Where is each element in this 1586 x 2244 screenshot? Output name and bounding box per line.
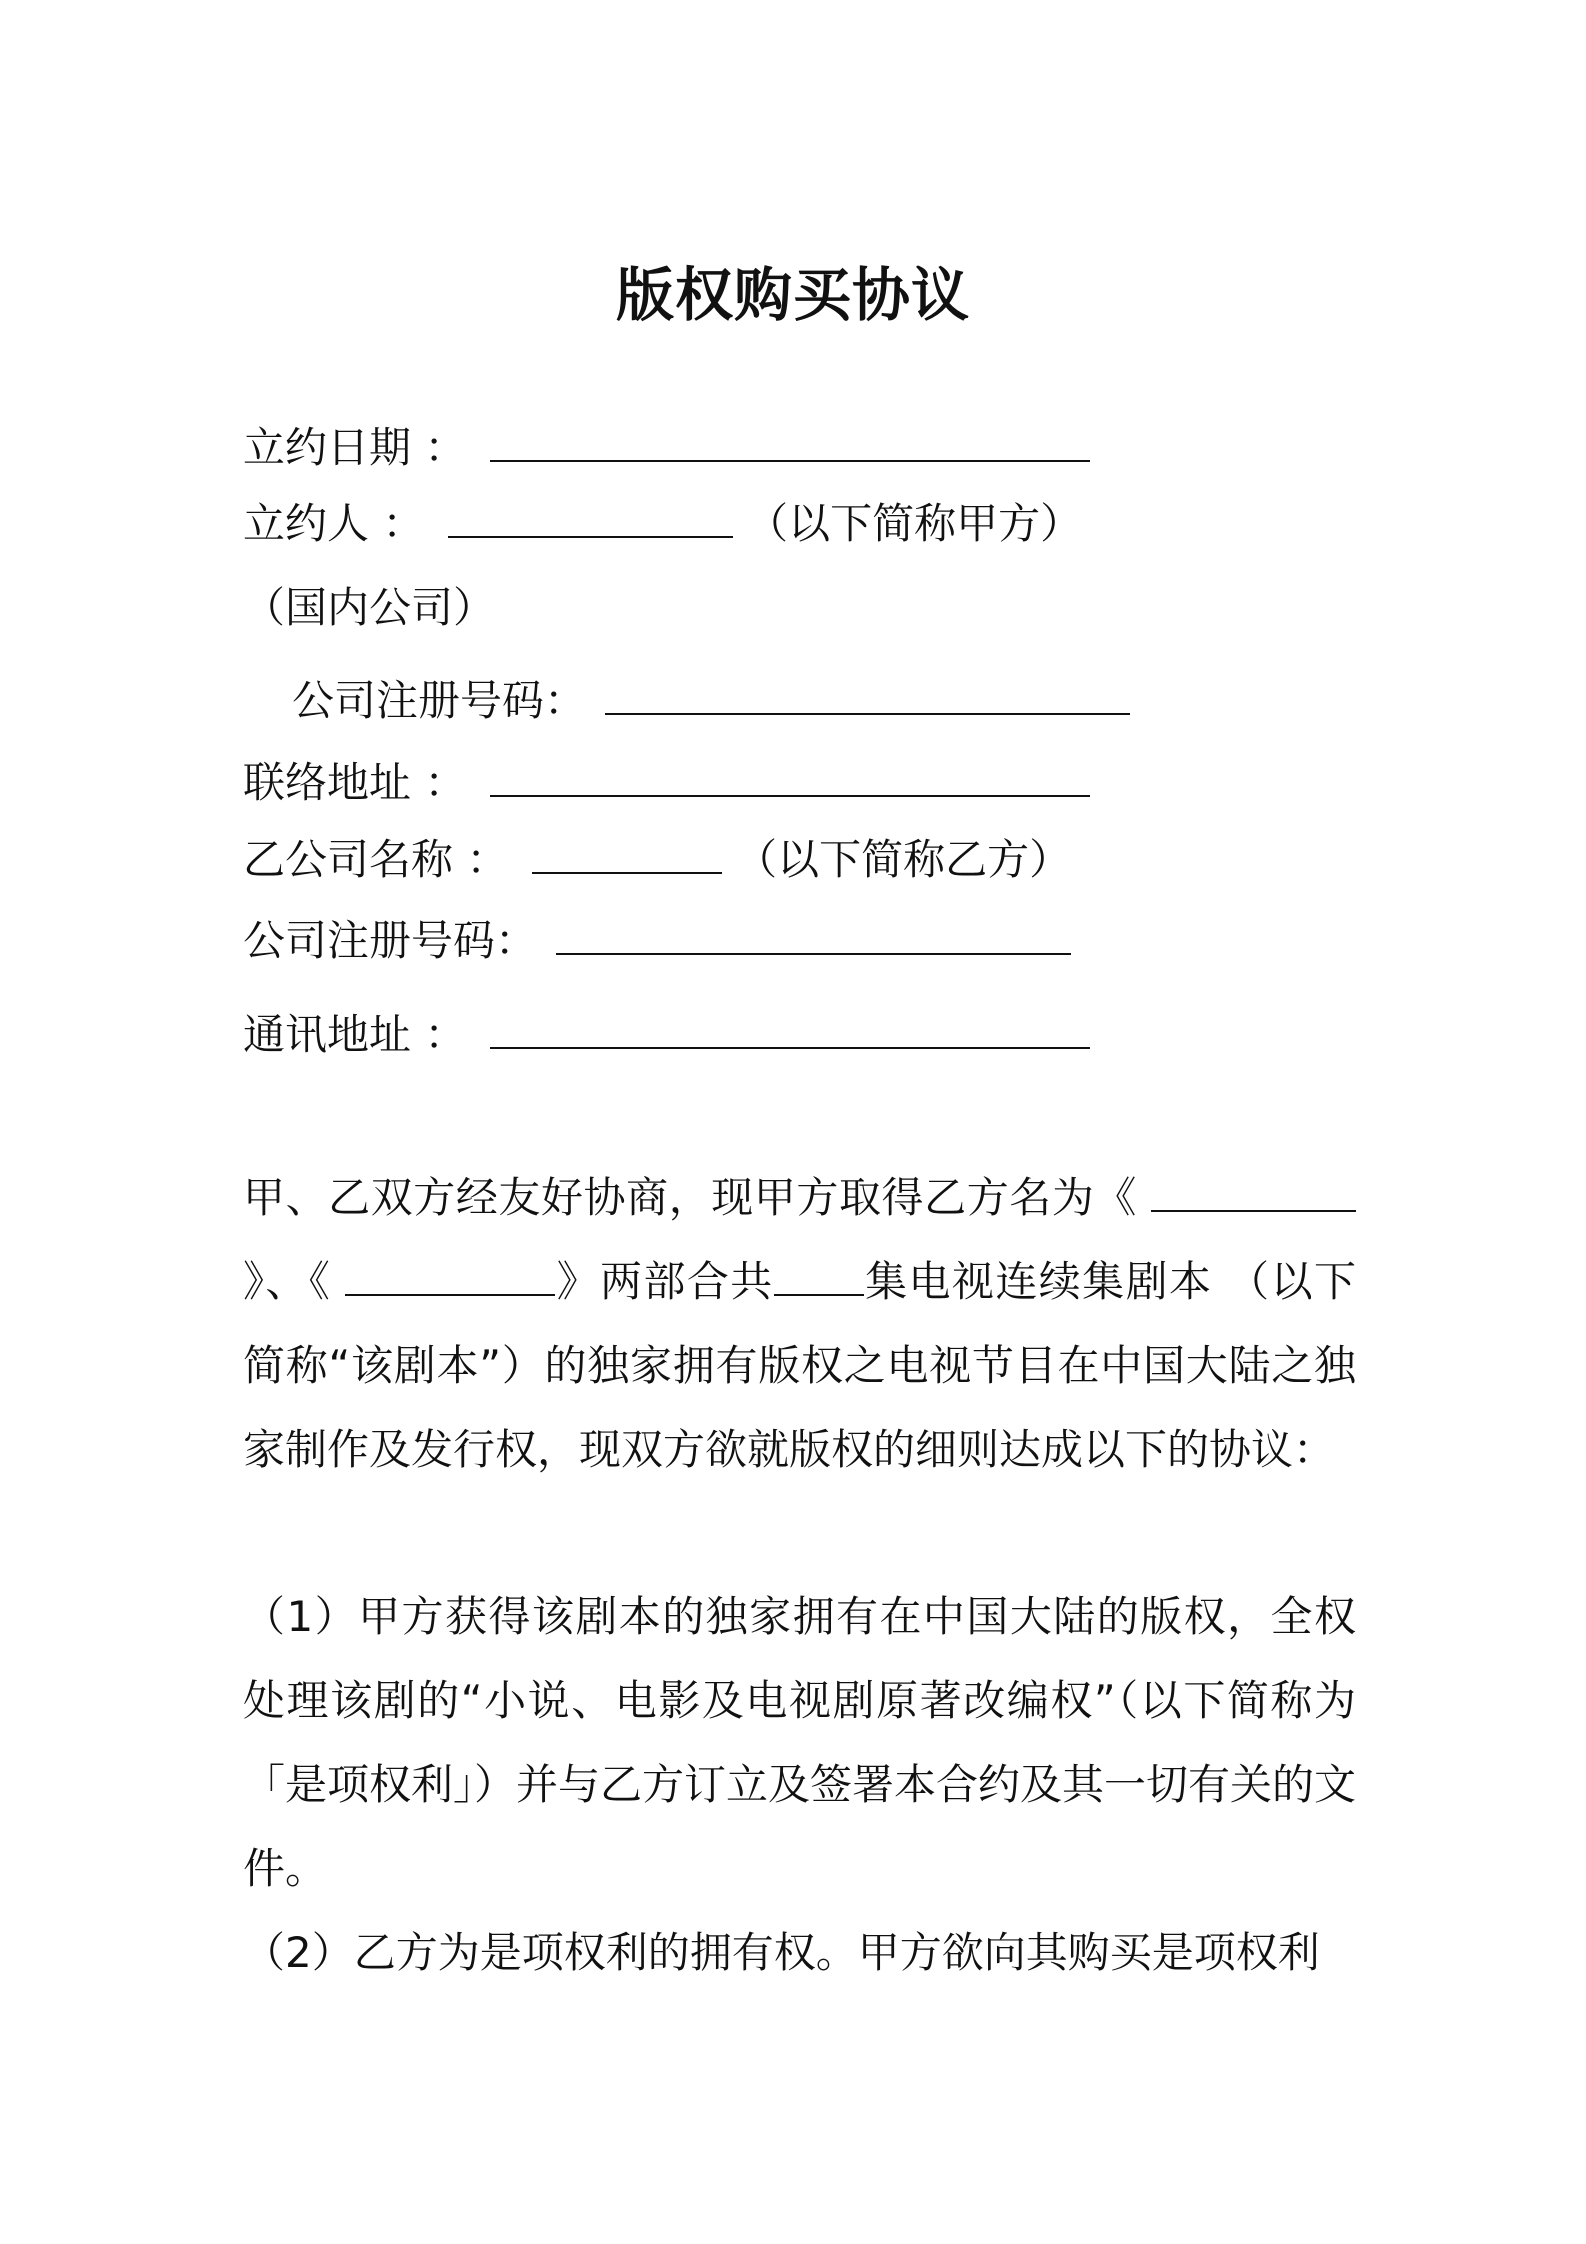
date-label: 立约日期 ： bbox=[243, 423, 467, 472]
date-field bbox=[243, 418, 1090, 478]
party-b-reg-field bbox=[243, 911, 1071, 971]
party-a-address-label: 联络地址 ： bbox=[243, 758, 467, 807]
intro-part-2: 》、《 bbox=[243, 1257, 332, 1306]
party-a-type: （国内公司） bbox=[243, 583, 496, 632]
clause-1: （1）甲方获得该剧本的独家拥有在中国大陆的版权，全权处理该剧的“小说、电影及电视剧原著改编权”（以下简称为「是项权利」）并与乙方订立及签署本合约及其一切有关的文件。 bbox=[243, 1592, 1357, 1893]
clause-2: （2）乙方为是项权利的拥有权。甲方欲向其购买是项权利 bbox=[243, 1928, 1320, 1977]
party-a-field bbox=[243, 494, 1082, 554]
party-b-suffix: （以下简称乙方） bbox=[735, 835, 1072, 884]
party-b-field bbox=[243, 830, 1071, 890]
party-a-label: 立约人 ： bbox=[243, 499, 425, 548]
party-a-address-field bbox=[243, 753, 1090, 813]
party-b-address-label: 通讯地址 ： bbox=[243, 1010, 467, 1059]
party-a-reg-blank[interactable] bbox=[605, 675, 1130, 715]
party-b-label: 乙公司名称 ： bbox=[243, 835, 509, 884]
title-blank-2[interactable] bbox=[345, 1258, 555, 1296]
party-a-reg-field bbox=[292, 671, 1130, 731]
party-a-reg-label: 公司注册号码： bbox=[292, 676, 587, 725]
intro-part-4: 集电视连续集剧本 （以下简称“该剧本”）的独家拥有版权之电视节目在中国大陆之独家制作及发行权，现双方欲就版权的细则达成以下的协议： bbox=[243, 1257, 1356, 1474]
party-a-suffix: （以下简称甲方） bbox=[746, 499, 1083, 548]
party-b-blank[interactable] bbox=[532, 834, 722, 874]
title-blank-1[interactable] bbox=[1151, 1174, 1356, 1212]
intro-part-1: 甲、乙双方经友好协商，现甲方取得乙方名为《 bbox=[243, 1173, 1137, 1222]
document-title: 版权购买协议 bbox=[615, 261, 970, 329]
party-b-reg-label: 公司注册号码： bbox=[243, 916, 538, 965]
party-b-address-field bbox=[243, 1005, 1090, 1065]
party-b-reg-blank[interactable] bbox=[556, 915, 1071, 955]
date-blank[interactable] bbox=[490, 422, 1090, 462]
episode-count-blank[interactable] bbox=[774, 1258, 864, 1296]
intro-part-3: 》两部合共 bbox=[555, 1257, 774, 1306]
party-a-blank[interactable] bbox=[448, 498, 733, 538]
party-b-address-blank[interactable] bbox=[490, 1009, 1090, 1049]
intro-paragraph bbox=[243, 1156, 1356, 1492]
party-a-address-blank[interactable] bbox=[490, 757, 1090, 797]
